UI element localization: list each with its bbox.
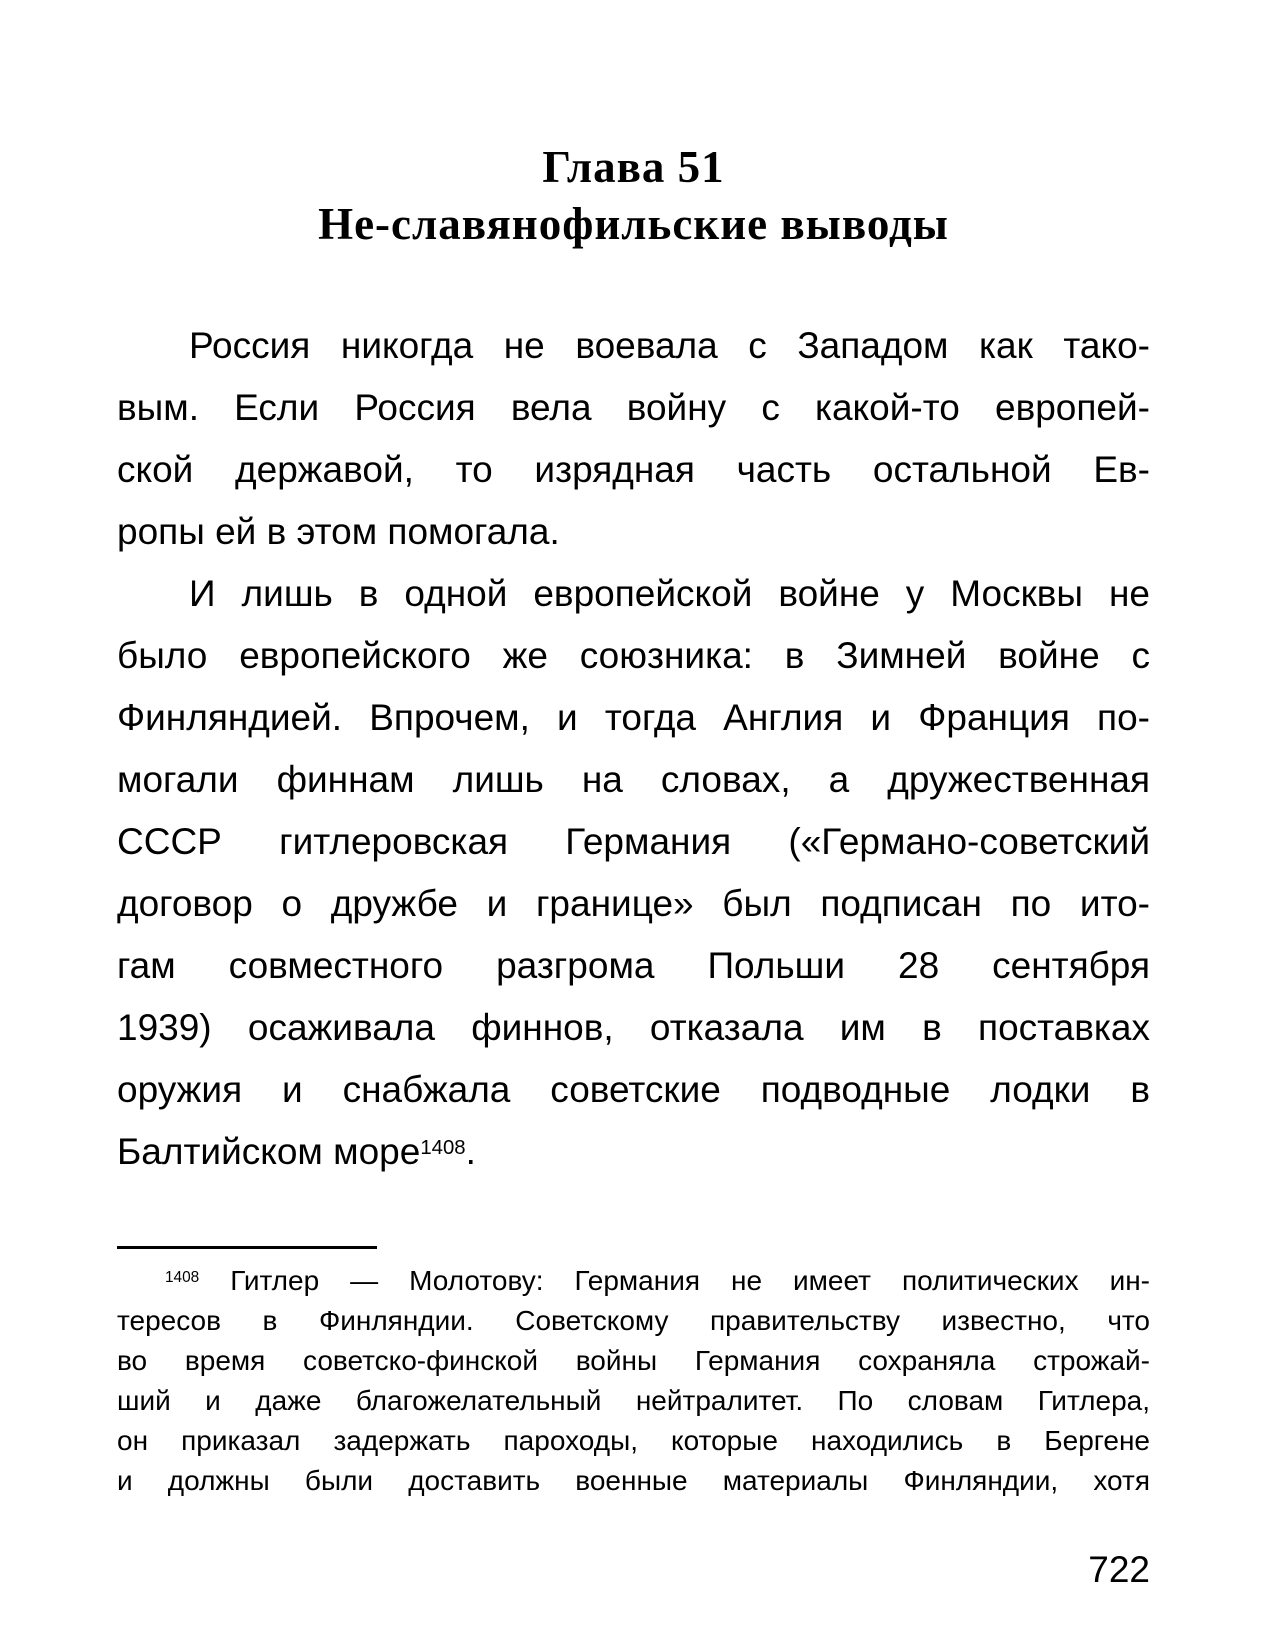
- body-line: [117, 1121, 1150, 1183]
- text-segment: Гитлер — Молотову: Германия не имеет политических ин-: [199, 1265, 1150, 1296]
- body-line: [117, 749, 1150, 811]
- body-line: [117, 315, 1150, 377]
- footnote: [117, 1261, 1150, 1501]
- footnote-line: [117, 1461, 1150, 1501]
- footnote-ref-number: 1408: [420, 1136, 466, 1159]
- body-line: [117, 563, 1150, 625]
- chapter-title-text: Не-славянофильские выводы: [318, 199, 949, 249]
- text-segment: договор о дружбе и границе» был подписан по ито-: [117, 883, 1150, 924]
- text-segment: И лишь в одной европейской войне у Москвы не: [189, 573, 1150, 614]
- paragraph: [117, 315, 1150, 563]
- text-segment: Россия никогда не воевала с Западом как тако-: [189, 325, 1150, 366]
- text-segment: Финляндией. Впрочем, и тогда Англия и Франция по-: [117, 697, 1150, 738]
- body-text: [117, 315, 1150, 1183]
- text-segment: .: [465, 1131, 476, 1172]
- body-line: [117, 935, 1150, 997]
- footnote-line: [117, 1301, 1150, 1341]
- body-line: [117, 501, 1150, 563]
- footnote-separator: [117, 1246, 377, 1249]
- text-segment: оружия и снабжала советские подводные лодки в: [117, 1069, 1150, 1110]
- page-number: 722: [1088, 1549, 1150, 1590]
- text-segment: гам совместного разгрома Польши 28 сентября: [117, 945, 1150, 986]
- text-segment: ропы ей в этом помогала.: [117, 511, 560, 552]
- text-segment: вым. Если Россия вела войну с какой-то европей-: [117, 387, 1150, 428]
- body-line: [117, 1059, 1150, 1121]
- paragraph: [117, 563, 1150, 1183]
- text-segment: ший и даже благожелательный нейтралитет. По словам Гитлера,: [117, 1385, 1150, 1416]
- chapter-heading: [117, 139, 1150, 253]
- text-segment: во время советско-финской войны Германия сохраняла строжай-: [117, 1345, 1150, 1376]
- body-line: [117, 997, 1150, 1059]
- body-line: [117, 439, 1150, 501]
- text-segment: он приказал задержать пароходы, которые находились в Бергене: [117, 1425, 1150, 1456]
- text-segment: было европейского же союзника: в Зимней войне с: [117, 635, 1150, 676]
- body-line: [117, 811, 1150, 873]
- footnote-line: [117, 1421, 1150, 1461]
- text-segment: СССР гитлеровская Германия («Германо-советский: [117, 821, 1150, 862]
- footnote-line: [117, 1381, 1150, 1421]
- text-segment: и должны были доставить военные материалы Финляндии, хотя: [117, 1465, 1150, 1496]
- footnote-line: [117, 1341, 1150, 1381]
- body-line: [117, 687, 1150, 749]
- body-line: [117, 377, 1150, 439]
- footnote-ref-number: 1408: [165, 1269, 200, 1287]
- text-segment: ской державой, то изрядная часть остальной Ев-: [117, 449, 1150, 490]
- body-line: [117, 625, 1150, 687]
- body-line: [117, 873, 1150, 935]
- text-segment: тересов в Финляндии. Советскому правительству известно, что: [117, 1305, 1150, 1336]
- chapter-number: Глава 51: [542, 142, 725, 192]
- text-segment: Балтийском море: [117, 1131, 421, 1172]
- text-segment: 1939) осаживала финнов, отказала им в поставках: [117, 1007, 1150, 1048]
- text-segment: могали финнам лишь на словах, а дружественная: [117, 759, 1150, 800]
- footnote-line: [117, 1261, 1150, 1301]
